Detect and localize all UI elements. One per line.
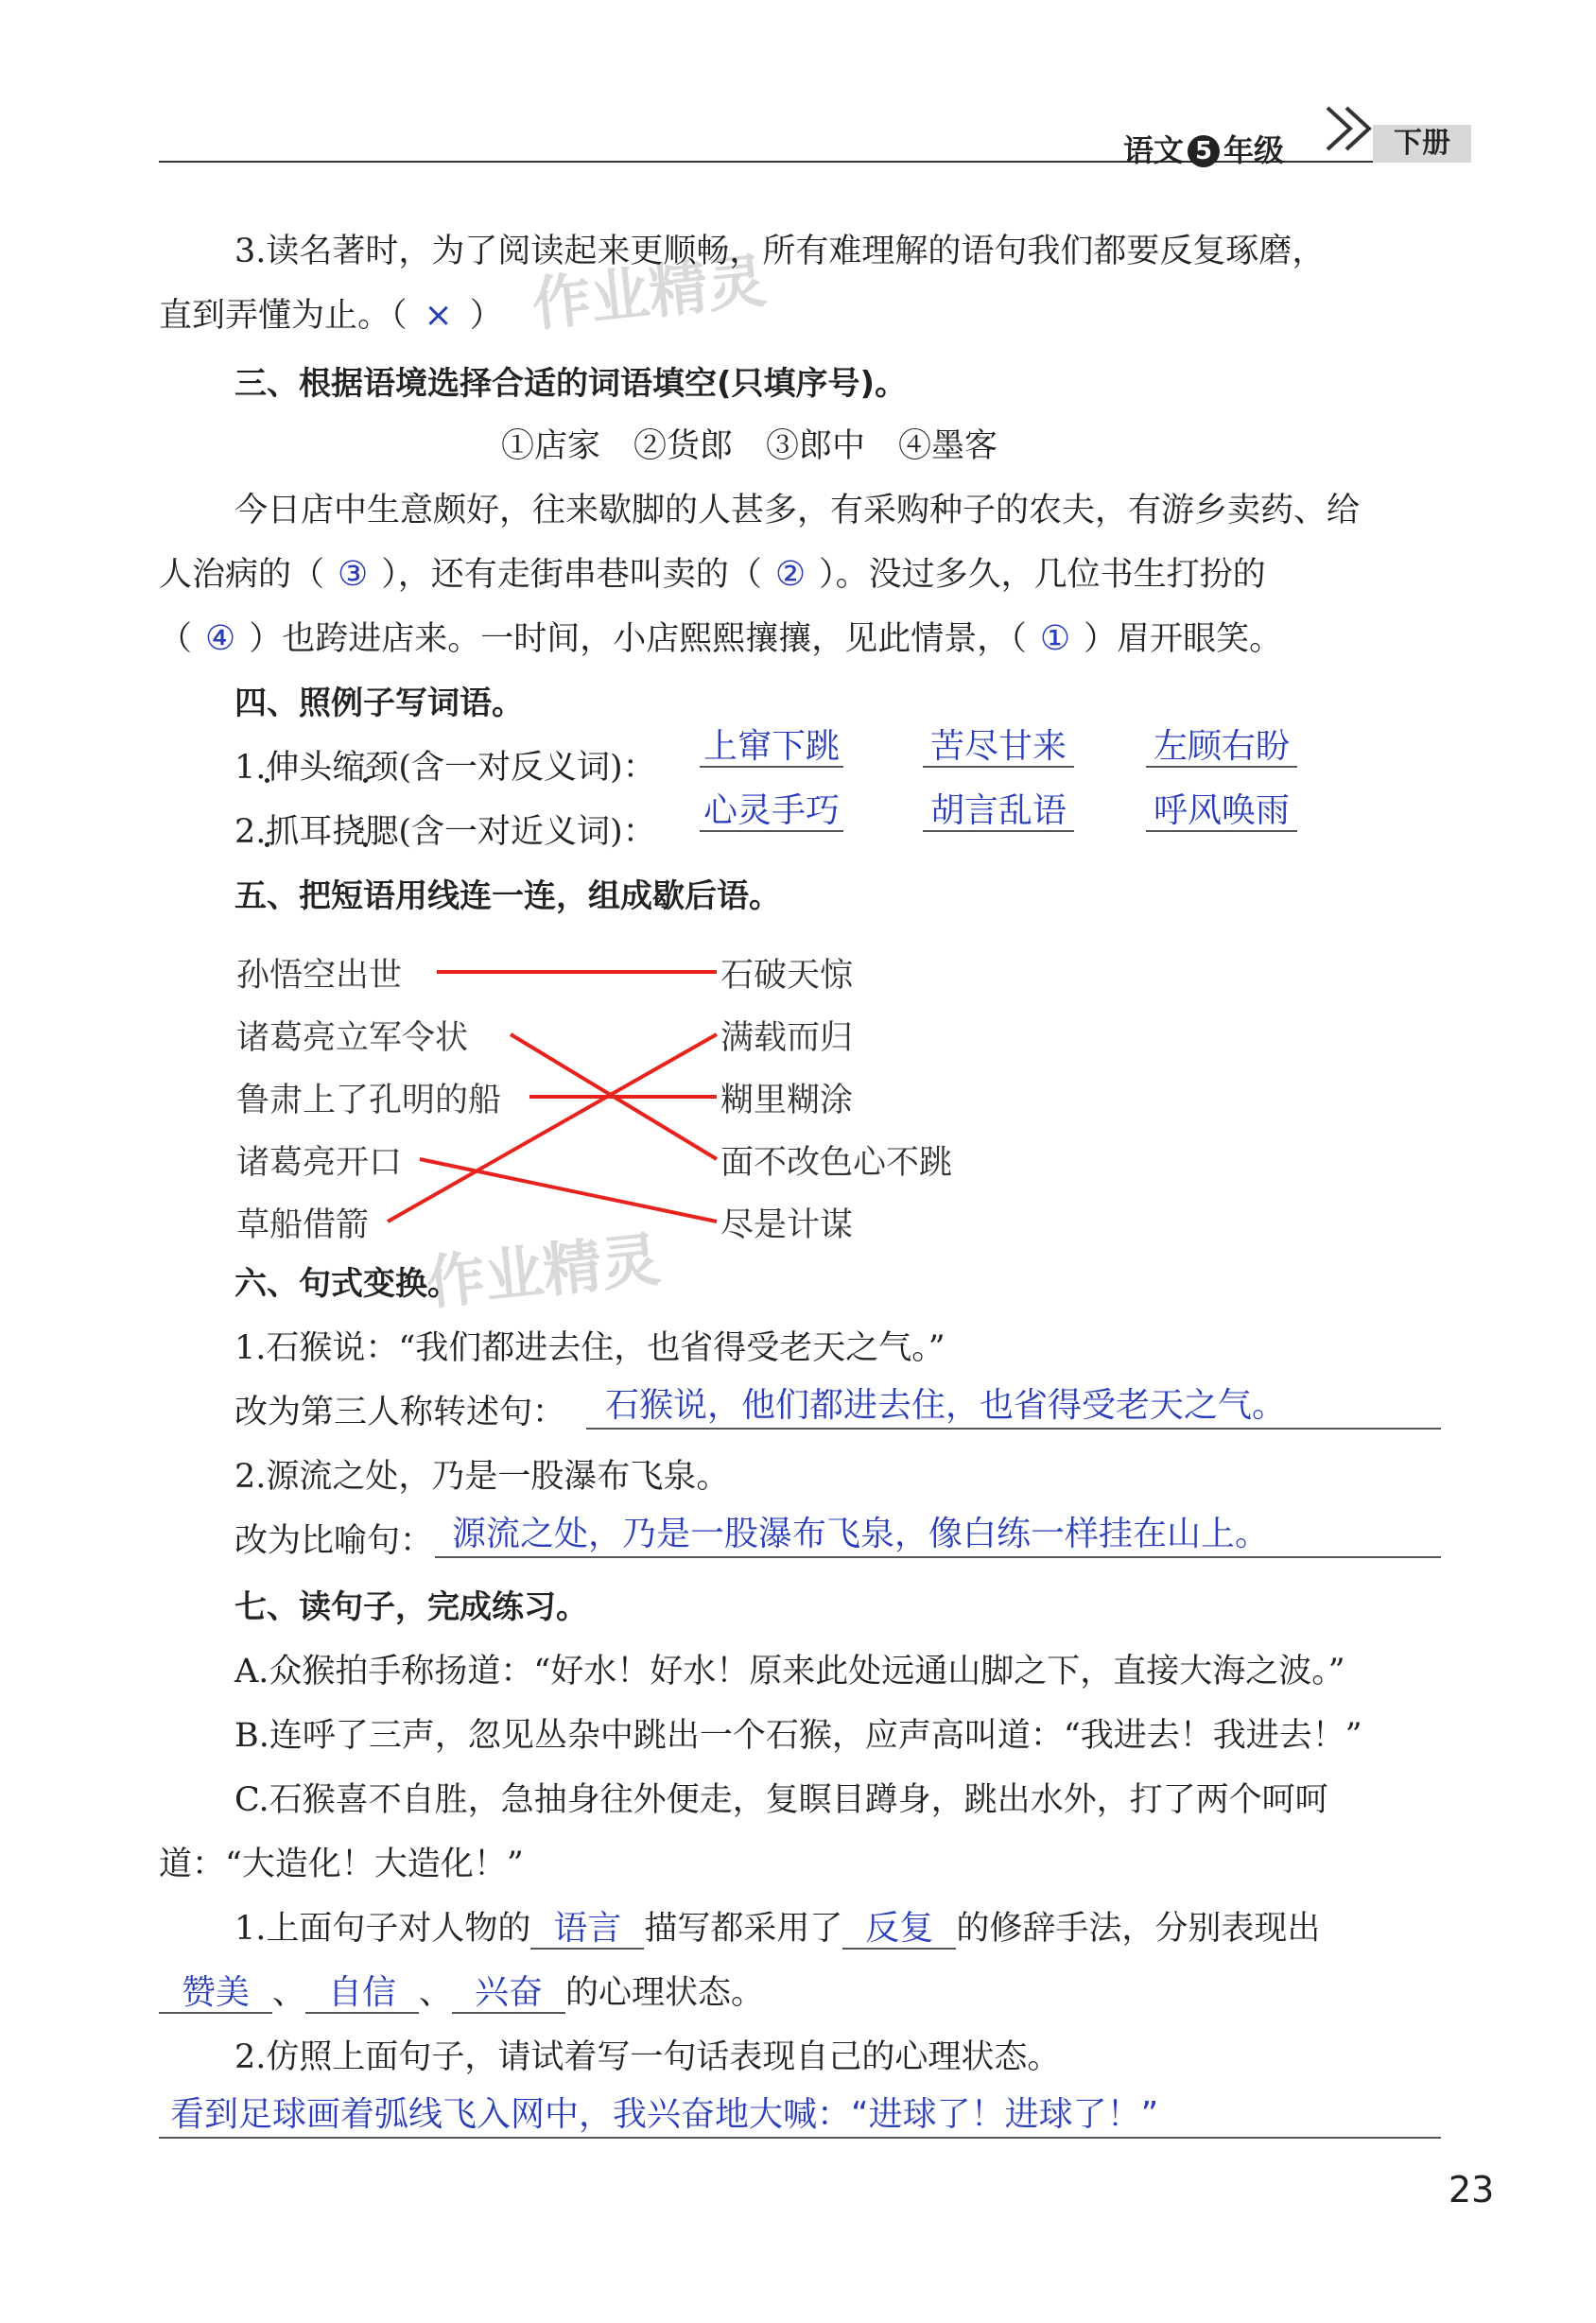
section-7-q1-line2: 赞美 、 自信 、 兴奋 的心理状态。 [159, 1967, 764, 2014]
answer-blank: ③ [338, 555, 369, 594]
section-6-q1: 1.石猴说：“我们都进去住，也省得受老天之气。” [234, 1329, 945, 1367]
section-4-q2-answer: 胡言乱语 [923, 792, 1074, 832]
section-6-q2-answer: 源流之处，乃是一股瀑布飞泉，像白练一样挂在山上。 [452, 1515, 1270, 1553]
watermark: 作业精灵 [423, 1224, 664, 1318]
section-6-q1-prompt: 改为第三人称转述句： [234, 1394, 566, 1431]
section-4-q1-answer: 苦尽甘来 [923, 728, 1074, 768]
match-right-item: 尽是计谋 [720, 1206, 854, 1244]
sentence-c-line1: C.石猴喜不自胜，急抽身往外便走，复瞑目蹲身，跳出水外，打了两个呵呵 [234, 1781, 1328, 1819]
section-7-title: 七、读句子，完成练习。 [234, 1588, 588, 1626]
match-right-item: 满载而归 [720, 1019, 854, 1057]
page-number: 23 [1449, 2169, 1495, 2210]
section-5-title: 五、把短语用线连一连，组成歇后语。 [234, 877, 781, 915]
match-left-item: 鲁肃上了孔明的船 [236, 1082, 502, 1119]
match-left-item: 草船借箭 [236, 1206, 370, 1244]
passage-line2: 人治病的（ ③ ），还有走街串巷叫卖的（ ② ）。没过多久，几位书生打扮的 [159, 555, 1266, 594]
section-4-q1-label: 1.伸头缩颈(含一对反义词)： [234, 749, 656, 787]
answer-underline [586, 1428, 1441, 1430]
passage-line1: 今日店中生意颇好，往来歇脚的人甚多，有采购种子的农夫，有游乡卖药、给 [234, 492, 1361, 529]
section-4-q2-answer: 呼风唤雨 [1146, 792, 1297, 832]
answer-cross: × [424, 296, 453, 335]
answer-blank: ① [1039, 619, 1071, 658]
answer-underline [435, 1556, 1441, 1558]
section-7-q2: 2.仿照上面句子，请试着写一句话表现自己的心理状态。 [234, 2038, 1061, 2076]
passage-line3: （ ④ ）也跨进店来。一时间，小店熙熙攘攘，见此情景，（ ① ）眉开眼笑。 [159, 619, 1283, 658]
section-6-q2: 2.源流之处，乃是一股瀑布飞泉。 [234, 1458, 730, 1496]
header-volume-tab: 下册 [1373, 125, 1471, 163]
match-left-item: 诸葛亮立军令状 [236, 1019, 469, 1057]
section-4-title: 四、照例子写词语。 [234, 685, 524, 722]
section-6-title: 六、句式变换。 [234, 1265, 460, 1303]
match-right-item: 糊里糊涂 [720, 1082, 854, 1119]
match-right-item: 面不改色心不跳 [720, 1144, 953, 1182]
match-right-item: 石破天惊 [720, 957, 854, 995]
sentence-b: B.连呼了三声，忽见丛杂中跳出一个石猴，应声高叫道：“我进去！我进去！” [234, 1717, 1362, 1755]
answer-blank: 赞美 [159, 1974, 272, 2014]
watermark: 作业精灵 [529, 246, 770, 339]
match-line [420, 1159, 717, 1222]
section-6-q1-answer: 石猴说，他们都进去住，也省得受老天之气。 [605, 1386, 1287, 1425]
match-left-item: 诸葛亮开口 [236, 1144, 403, 1182]
sentence-a: A.众猴拍手称扬道：“好水！好水！原来此处远通山脚之下，直接大海之波。” [234, 1653, 1345, 1690]
section-3-title: 三、根据语境选择合适的词语填空(只填序号)。 [234, 365, 908, 403]
match-left-item: 孙悟空出世 [236, 957, 403, 995]
question-2-3-line2: 直到弄懂为止。（ × ） [159, 296, 503, 335]
section-7-q1-line1: 1.上面句子对人物的 语言 描写都采用了 反复 的修辞手法，分别表现出 [234, 1909, 1321, 1948]
sentence-c-line2: 道：“大造化！大造化！” [159, 1846, 524, 1883]
word-options: ①店家 ②货郎 ③郎中 ④墨客 [501, 427, 998, 465]
header-subject: 语文 5 年级 [1123, 132, 1285, 168]
section-4-q1-answer: 上窜下跳 [700, 728, 843, 768]
section-4-q1-answer: 左顾右盼 [1146, 728, 1297, 768]
answer-blank: ④ [205, 619, 236, 658]
grade-badge: 5 [1188, 135, 1220, 167]
section-4-q2-label: 2.抓耳挠腮(含一对近义词)： [234, 813, 656, 851]
section-4-q2-answer: 心灵手巧 [700, 792, 843, 832]
answer-blank: 兴奋 [452, 1974, 565, 2014]
answer-underline [159, 2137, 1441, 2139]
answer-blank: 自信 [305, 1974, 419, 2014]
section-6-q2-prompt: 改为比喻句： [234, 1522, 434, 1560]
answer-blank: 语言 [530, 1910, 644, 1950]
section-7-q2-answer: 看到足球画着弧线飞入网中，我兴奋地大喊：“进球了！进球了！” [170, 2095, 1159, 2134]
question-2-3-line1: 3.读名著时，为了阅读起来更顺畅，所有难理解的语句我们都要反复琢磨， [234, 233, 1326, 270]
answer-blank: 反复 [842, 1910, 956, 1950]
answer-blank: ② [774, 555, 807, 594]
